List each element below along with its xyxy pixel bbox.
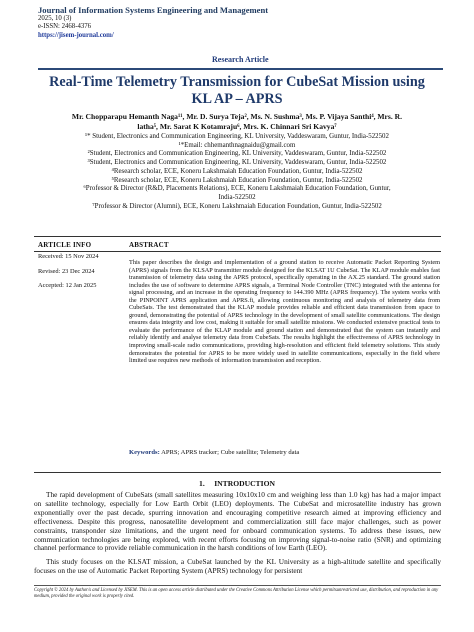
intro-paragraph-1-text: The rapid development of CubeSats (small satellites measuring 10x10x10 cm and weighing less than 1.0 kg) has had a major impact on satellite technology, especially for Low Earth Orbit (LEO) deployments. The CubeSat and microsatellite industry has grown exponentially over the past decade, spurring innovation and encouraging competitive research aimed at improving efficiency and effectiveness. Despite this progress, nanosatellite development and commercialization still face major challenges, such as power constraints, transponder size limitations, and the urgent need for onboard communication systems. To address these issues, new communication technologies are being explored, with recent efforts focusing on improving signal-to-noise ratio (SNR) and optimizing channel performance to provide reliable communication in the harsh conditions of low Earth (LEO). (34, 490, 441, 553)
journal-header (38, 5, 443, 40)
footer-divider (34, 585, 441, 586)
info-box-top-rule (34, 236, 441, 237)
intro-paragraph-1 (34, 491, 441, 553)
author-line-1: Mr. Chopparapu Hemanth Naga¹¹, Mr. D. Surya Teja², Ms. N. Sushma³, Ms. P. Vijaya Santhi⁴, Mrs. R. (71, 112, 403, 121)
author-line-2: latha⁵, Mr. Sarat K Kotamraju⁶, Mrs. K. Chinnari Sri Kavya⁷ (137, 121, 337, 131)
author-list (30, 112, 444, 131)
accepted-date: Accepted: 12 Jan 2025 (38, 282, 97, 289)
paper-title-line-1: Real-Time Telemetry Transmission for CubeSat Mission using (49, 74, 425, 90)
affiliation-item: ³Student, Electronics and Communication Engineering, KL University, Vaddeswaram, Guntur, India-522502 (87, 159, 387, 167)
paper-title (20, 74, 454, 108)
article-info-heading: ARTICLE INFO (38, 241, 92, 249)
info-box-bottom-rule (34, 472, 441, 473)
affiliation-item: India-522502 (218, 193, 256, 201)
intro-paragraph-2-text: This study focuses on the KLSAT mission, a CubeSat launched by the KL University as a high-altitude satellite and specifically focuses on the use of Automatic Packet Reporting System (APRS) technology for persistent (34, 557, 441, 575)
paper-title-line-2: KL AP – APRS (191, 91, 283, 107)
intro-paragraph-2 (34, 558, 441, 576)
revised-date: Revised: 23 Dec 2024 (38, 267, 95, 275)
section-heading-introduction: 1. INTRODUCTION (199, 479, 275, 488)
keywords-label: Keywords: (129, 449, 160, 456)
affiliation-item: ⁶Professor & Director (R&D, Placements Relations), ECE, Koneru Lakshmaiah Education Foundation, Guntur, (83, 185, 391, 193)
journal-title: Journal of Information Systems Engineering and Management (38, 5, 269, 15)
copyright-footer: Copyright © 2024 by Author/s and Licensed by JISEM. This is an open access article distributed under the Creative Commons Attribution License which permitsunrestricted use, distribution, and reproduction in any medium, provided the original work is properly cited. (34, 588, 439, 600)
affiliation-item: ⁷Professor & Director (Alumni), ECE, Koneru Lakshmaiah Education Foundation, Guntur, India-522502 (92, 202, 382, 210)
article-type-label: Research Article (212, 55, 269, 64)
affiliation-list (28, 133, 446, 211)
affiliation-item: ²Student, Electronics and Communication Engineering, KL University, Vaddeswaram, Guntur, India-522502 (87, 150, 387, 158)
journal-url-link[interactable]: https://jisem-journal.com/ (38, 31, 114, 39)
affiliation-item: ⁴Research scholar, ECE, Koneru Lakshmaiah Education Foundation, Guntur, India-522502 (111, 167, 363, 175)
header-divider (38, 68, 443, 70)
abstract-heading: ABSTRACT (129, 241, 169, 249)
info-box-header-rule (34, 251, 441, 252)
affiliation-item: ¹* Student, Electronics and Communication Engineering, KL University, Vaddeswaram, Guntur, India-522502 (85, 133, 389, 140)
received-date: Received: 15 Nov 2024 (38, 253, 99, 260)
article-info-dates (38, 253, 122, 297)
abstract-text: This paper describes the design and implementation of a ground station to receive Automatic Packet Reporting System (APRS) signals from the KLSAP transmitter module designed for the KLSAT 1U CubeSat. The KLAP module enables fast transmission of telemetry data using the APRS protocol, specifically operating in the AX.25 standard. The ground station includes the use of software to determine APRS signals, a Terminal Node Controller (TNC) integrated with the antenna for signal processing, and an increase in the operating frequency to 144.390 MHz (APRS frequency). The system works with the PINPOINT APRS application and APRS.fi, allowing continuous monitoring and analysis of telemetry data from CubeSats. The test demonstrated that the KLAP module provides reliable and efficient data transmission from space to ground, demonstrating the potential of APRS technology in the development of small satellite communications. The design ensures data integrity and low cost, making it suitable for small satellite missions. We conducted extensive practical tests to evaluate the performance of the KLAP module and ground station and demonstrated that the system can instantly and reliably identify and analyse telemetry data from CubeSats. The results highlight the effectiveness of APRS technology in improving small-scale radio communications, providing high-resolution and efficient field telemetry solutions. This study demonstrates the potential for APRS to be more widely used in satellite communications, especially in the field where limited use requires new methods of information transmission and reception. (129, 259, 440, 365)
journal-eissn: e-ISSN: 2468-4376 (38, 23, 92, 31)
keywords-line (129, 449, 440, 457)
affiliation-email: ¹*Email: chhemanthnagnaidu@gmail.com (178, 141, 296, 149)
affiliation-item: ⁵Research scholar, ECE, Koneru Lakshmaiah Education Foundation, Guntur, India-522502 (111, 176, 363, 184)
journal-volume: 2025, 10 (3) (38, 15, 72, 22)
keywords-text: APRS; APRS tracker; Cube satellite; Telemetry data (159, 449, 300, 456)
